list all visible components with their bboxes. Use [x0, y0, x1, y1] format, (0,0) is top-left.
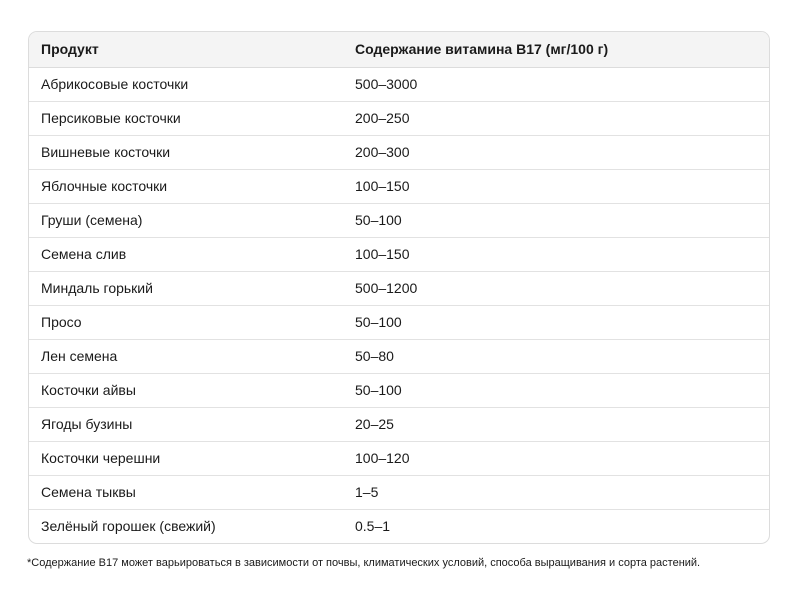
header-b17-content: Содержание витамина B17 (мг/100 г): [343, 32, 769, 67]
b17-content-cell: 500–3000: [343, 67, 769, 101]
table-row: [29, 475, 769, 509]
vitamin-b17-table: [29, 32, 769, 543]
product-cell: Ягоды бузины: [29, 407, 343, 441]
product-cell: Персиковые косточки: [29, 101, 343, 135]
b17-content-cell: 50–80: [343, 339, 769, 373]
b17-content-cell: 0.5–1: [355, 518, 391, 535]
product-cell: Абрикосовые косточки: [29, 67, 343, 101]
table-row: [29, 67, 769, 101]
table-row: [29, 339, 769, 373]
product-cell: Яблочные косточки: [29, 169, 343, 203]
table-row: [29, 271, 769, 305]
product-cell: Груши (семена): [29, 203, 343, 237]
product-cell: Просо: [29, 305, 343, 339]
b17-content-cell: 100–120: [343, 441, 769, 475]
b17-content-cell: 1–5: [343, 475, 769, 509]
b17-content-cell: 20–25: [343, 407, 769, 441]
table-row: [29, 407, 769, 441]
table-body: [29, 67, 769, 543]
product-cell: Семена слив: [29, 237, 343, 271]
footnote: *Содержание B17 может варьироваться в зависимости от почвы, климатических условий, способа выращивания и сорта растений.: [27, 557, 701, 569]
b17-content-cell: 100–150: [343, 169, 769, 203]
table-row: [29, 169, 769, 203]
table-row: [29, 135, 769, 169]
table-row: [29, 101, 769, 135]
product-cell: Вишневые косточки: [29, 135, 343, 169]
b17-content-cell: 50–100: [343, 373, 769, 407]
header-product: Продукт: [29, 32, 343, 67]
product-cell: Семена тыквы: [29, 475, 343, 509]
table-row: [29, 305, 769, 339]
b17-content-cell: 50–100: [343, 305, 769, 339]
b17-content-cell: 200–300: [343, 135, 769, 169]
product-cell: Миндаль горький: [29, 271, 343, 305]
vitamin-b17-table-container: [28, 31, 770, 544]
table-row: [29, 441, 769, 475]
product-cell: Зелёный горошек (свежий): [41, 518, 216, 535]
table-row: [29, 237, 769, 271]
product-cell: Лен семена: [29, 339, 343, 373]
table-row: [29, 509, 769, 543]
table-header-row: [29, 32, 769, 67]
table-row: [29, 373, 769, 407]
b17-content-cell: 50–100: [343, 203, 769, 237]
b17-content-cell: 500–1200: [343, 271, 769, 305]
b17-content-cell: 200–250: [343, 101, 769, 135]
table-row: [29, 203, 769, 237]
product-cell: Косточки черешни: [29, 441, 343, 475]
product-cell: Косточки айвы: [29, 373, 343, 407]
b17-content-cell: 100–150: [343, 237, 769, 271]
